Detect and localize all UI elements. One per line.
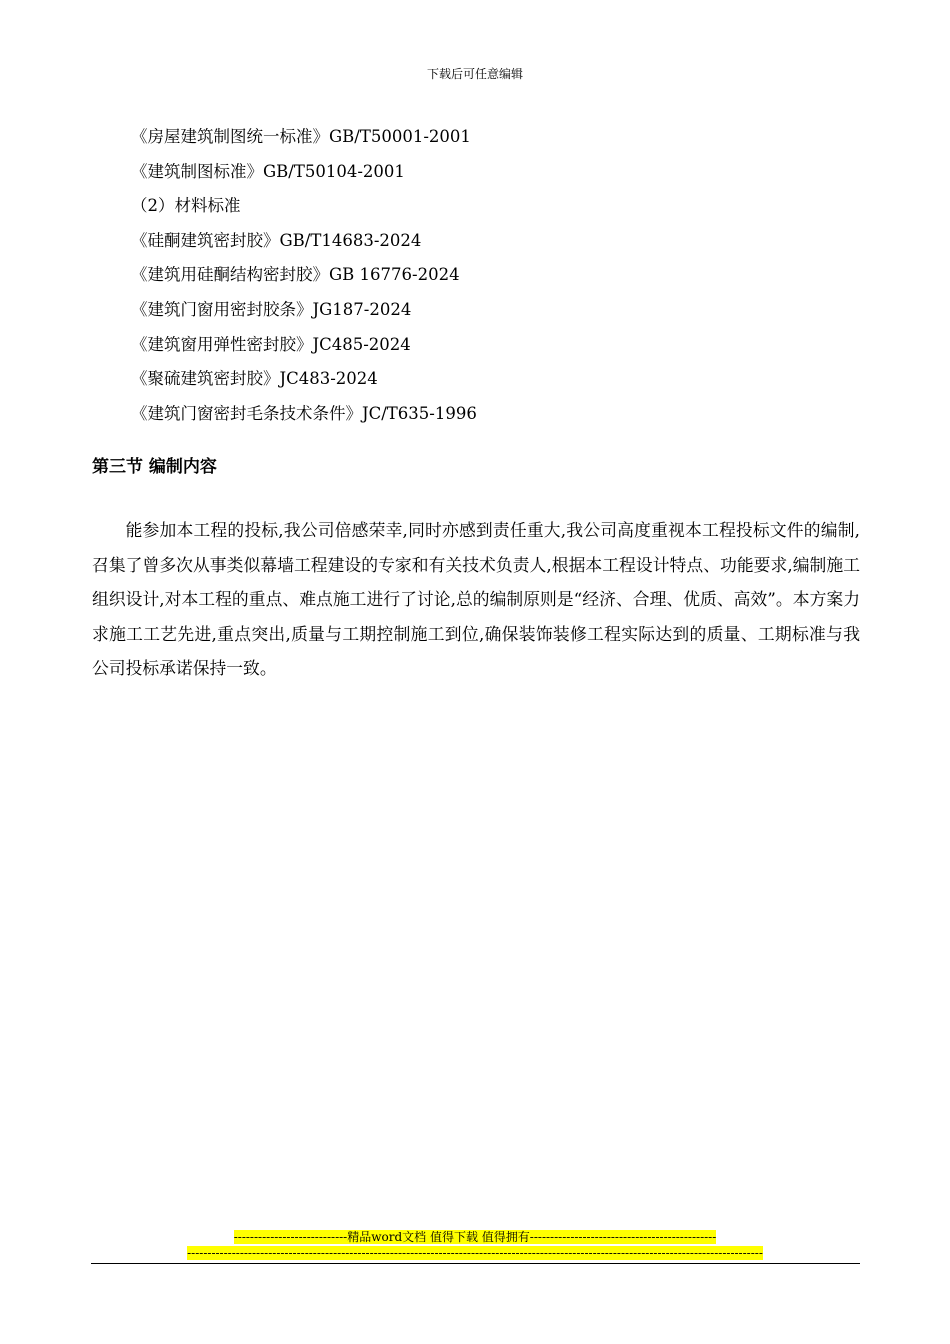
list-item: 《建筑窗用弹性密封胶》JC485-2024 <box>131 334 411 354</box>
list-item: （2）材料标准 <box>131 196 241 216</box>
list-item: 《硅酮建筑密封胶》GB/T14683-2024 <box>131 230 422 250</box>
header-text: 下载后可任意编辑 <box>426 67 523 81</box>
list-item: 《聚硫建筑密封胶》JC483-2024 <box>131 369 378 389</box>
footer-note <box>0 1230 950 1262</box>
footer-divider <box>91 1263 860 1264</box>
list-item: 《建筑用硅酮结构密封胶》GB 16776-2024 <box>131 265 460 285</box>
footer-line-1 <box>0 1230 950 1246</box>
section-heading: 第三节 编制内容 <box>92 457 217 477</box>
footer-line-2 <box>0 1246 950 1262</box>
footer-highlight-1: ----------------------------精品word文档 值得下载 值得拥有---------------------------------------------- <box>233 1230 717 1244</box>
list-item: 《建筑门窗密封毛条技术条件》JC/T635-1996 <box>131 403 477 423</box>
footer-highlight-2: ---------------------------------------------------------------------------------------------------------------------------------------------- <box>187 1246 763 1260</box>
list-item: 《建筑门窗用密封胶条》JG187-2024 <box>131 299 412 319</box>
list-item: 《房屋建筑制图统一标准》GB/T50001-2001 <box>131 127 471 146</box>
standards-list <box>131 122 477 433</box>
body-paragraph: 能参加本工程的投标,我公司倍感荣幸,同时亦感到责任重大,我公司高度重视本工程投标文件的编制,召集了曾多次从事类似幕墙工程建设的专家和有关技术负责人,根据本工程设计特点、功能要求,编制施工组织设计,对本工程的重点、难点施工进行了讨论,总的编制原则是“经济、合理、优质、高效”。本方案力求施工工艺先进,重点突出,质量与工期控制施工到位,确保装饰装修工程实际达到的质量、工期标准与我公司投标承诺保持一致。 <box>92 520 860 678</box>
page-header <box>0 66 950 82</box>
list-item: 《建筑制图标准》GB/T50104-2001 <box>131 161 405 181</box>
